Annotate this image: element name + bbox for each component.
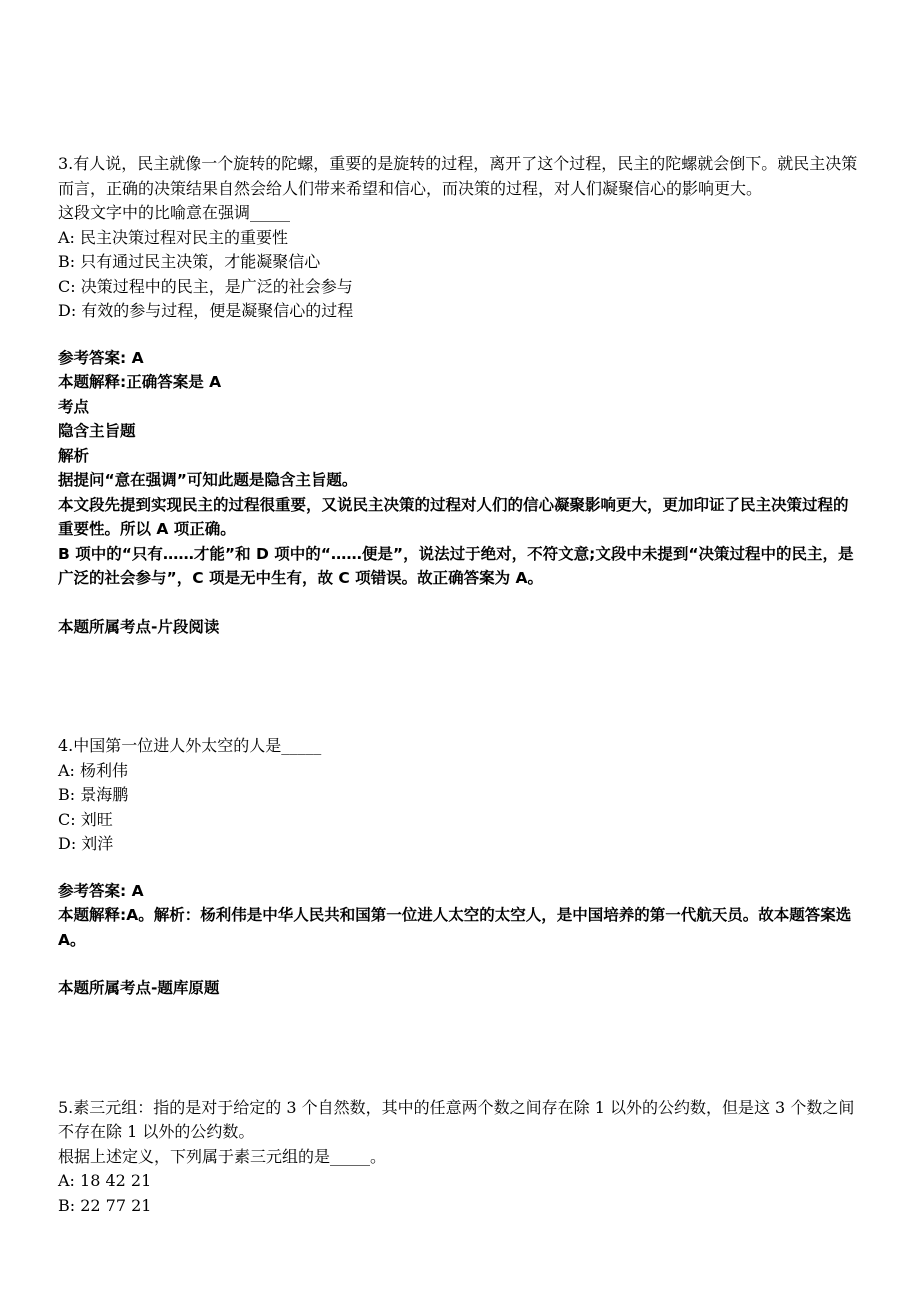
option-b: B: 只有通过民主决策，才能凝聚信心 xyxy=(58,252,321,271)
option-c: C: 刘旺 xyxy=(58,809,113,829)
option-d: D: 有效的参与过程，便是凝聚信心的过程 xyxy=(58,301,354,320)
option-b: B: 22 77 21 xyxy=(58,1195,152,1215)
explanation-line: B 项中的“只有……才能”和 D 项中的“……便是”，说法过于绝对，不符文意;文段中未提到“决策过程中的民主，是广泛的社会参与”，C 项是无中生有，故 C 项错误。故正确答案为 A。 xyxy=(58,544,854,587)
explanation-line: 解析 xyxy=(58,446,90,465)
explanation-line: 据提问“意在强调”可知此题是隐含主旨题。 xyxy=(58,471,358,489)
question-stem: 4.中国第一位进人外太空的人是_____ xyxy=(58,736,322,755)
answer-label: 参考答案: A xyxy=(58,881,144,900)
option-a: A: 民主决策过程对民主的重要性 xyxy=(58,227,289,247)
topic-label: 本题所属考点-片段阅读 xyxy=(58,617,220,636)
explanation-line: 隐含主旨题 xyxy=(58,422,136,440)
option-a: A: 18 42 21 xyxy=(58,1171,152,1190)
question-stem: 5.素三元组：指的是对于给定的 3 个自然数，其中的任意两个数之间存在除 1 以外的公约数，但是这 3 个数之间不存在除 1 以外的公约数。 xyxy=(58,1097,855,1141)
explanation-line: 本文段先提到实现民主的过程很重要，又说民主决策的过程对人们的信心凝聚影响更大，更加印证了民主决策过程的重要性。所以 A 项正确。 xyxy=(58,495,849,538)
question-prompt: 这段文字中的比喻意在强调_____ xyxy=(58,203,291,222)
option-a: A: 杨利伟 xyxy=(58,760,129,780)
explanation-text: 本题解释:A。解析：杨利伟是中华人民共和国第一位进人太空的太空人，是中国培养的第一代航天员。故本题答案选 A。 xyxy=(58,906,857,949)
topic-label: 本题所属考点-题库原题 xyxy=(58,979,220,997)
document-page xyxy=(58,152,858,1218)
question-4 xyxy=(58,734,858,1001)
question-3 xyxy=(58,152,858,639)
option-c: C: 决策过程中的民主，是广泛的社会参与 xyxy=(58,276,353,296)
explanation-line: 本题解释:正确答案是 A xyxy=(58,373,222,391)
option-d: D: 刘洋 xyxy=(58,834,114,853)
explanation-line: 考点 xyxy=(58,397,90,416)
question-stem: 3.有人说，民主就像一个旋转的陀螺，重要的是旋转的过程，离开了这个过程，民主的陀螺就会倒下。就民主决策而言，正确的决策结果自然会给人们带来希望和信心，而决策的过程，对人们凝聚信心的影响更大。 xyxy=(58,154,858,198)
question-5 xyxy=(58,1096,858,1219)
question-prompt: 根据上述定义，下列属于素三元组的是_____。 xyxy=(58,1146,387,1166)
answer-label: 参考答案: A xyxy=(58,348,144,367)
option-b: B: 景海鹏 xyxy=(58,785,129,804)
